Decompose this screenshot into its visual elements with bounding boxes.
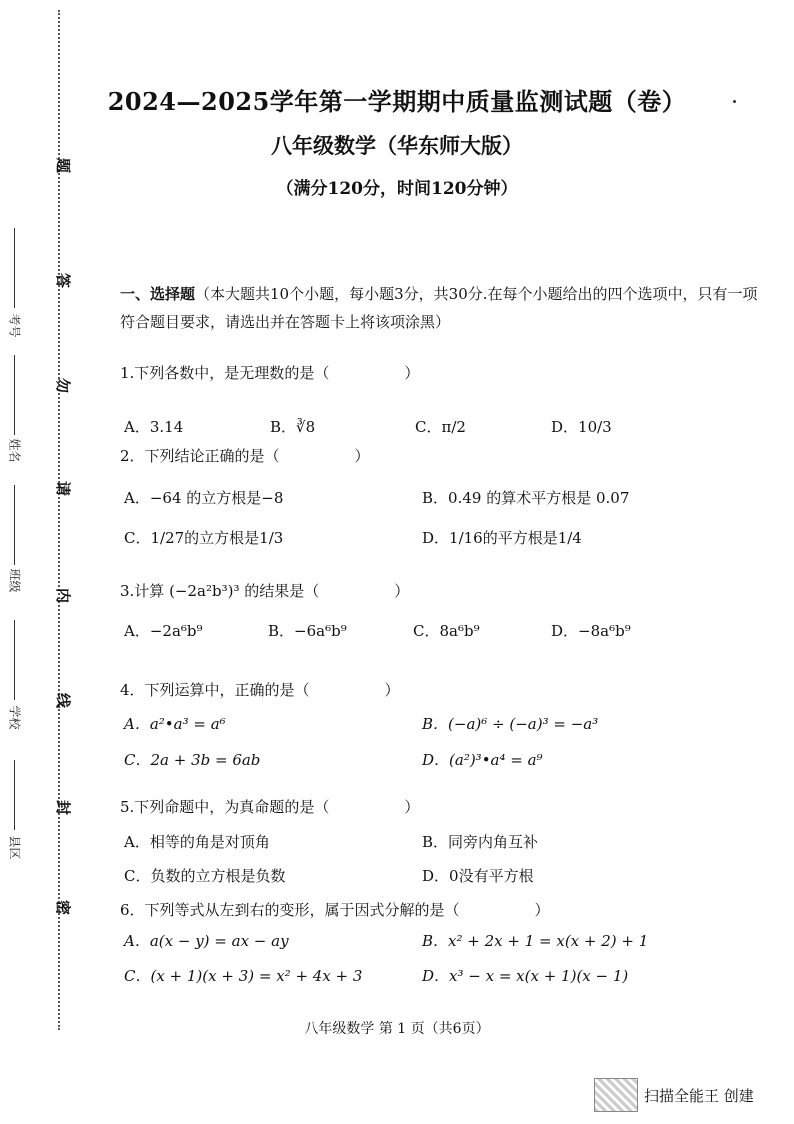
option-a: A．a²•a³ = a⁶: [124, 715, 226, 733]
seal-char: 封: [54, 799, 73, 816]
side-underline: [14, 760, 15, 830]
option-c: C．(x + 1)(x + 3) = x² + 4x + 3: [124, 967, 363, 985]
scanner-logo-icon: [594, 1078, 638, 1112]
exam-meta: （满分120分，时间120分钟）: [276, 179, 518, 199]
question-stem: 4．下列运算中，正确的是（ ）: [120, 681, 400, 699]
side-underline: [14, 485, 15, 565]
question-stem: 5.下列命题中，为真命题的是（ ）: [120, 798, 420, 816]
exam-subtitle: 八年级数学（华东师大版）: [271, 133, 523, 158]
side-field-kaohao: 考号: [7, 313, 22, 338]
exam-title: 2024—2025学年第一学期期中质量监测试题（卷）: [107, 87, 687, 116]
option-b: B．0.49 的算术平方根是 0.07: [422, 489, 630, 507]
option-b: B．∛8: [270, 418, 316, 436]
seal-char: 答: [54, 272, 73, 289]
option-a: A．3.14: [124, 418, 184, 436]
option-b: B．x² + 2x + 1 = x(x + 2) + 1: [422, 932, 649, 950]
scanner-text: 扫描全能王 创建: [644, 1086, 754, 1105]
side-underline: [14, 355, 15, 435]
seal-char: 线: [54, 692, 73, 709]
option-b: B．(−a)⁶ ÷ (−a)³ = −a³: [422, 715, 599, 733]
option-a: A．−2a⁶b⁹: [124, 622, 203, 640]
option-d: D．x³ − x = x(x + 1)(x − 1): [422, 967, 629, 985]
option-d: D．10/3: [551, 418, 612, 436]
seal-char: 题: [54, 157, 73, 174]
option-d: D．−8a⁶b⁹: [551, 622, 631, 640]
side-underline: [14, 228, 15, 308]
question-stem: 1.下列各数中，是无理数的是（ ）: [120, 364, 420, 382]
option-c: C．π/2: [415, 418, 466, 436]
side-underline: [14, 620, 15, 700]
option-a: A．−64 的立方根是−8: [124, 489, 284, 507]
seal-char: 密: [54, 899, 73, 916]
scanner-watermark: [594, 1078, 754, 1112]
section-head: 一、选择题: [120, 285, 196, 303]
option-d: D．1/16的平方根是1/4: [422, 529, 582, 547]
option-b: B．−6a⁶b⁹: [268, 622, 347, 640]
seal-char: 请: [54, 480, 73, 497]
option-c: C．8a⁶b⁹: [413, 622, 480, 640]
question-stem: 6．下列等式从左到右的变形，属于因式分解的是（ ）: [120, 901, 550, 919]
side-field-school: 学校: [7, 705, 22, 730]
side-field-county: 县区: [7, 835, 22, 860]
side-field-name: 姓名: [7, 438, 22, 463]
option-d: D．0没有平方根: [422, 867, 534, 885]
option-c: C．1/27的立方根是1/3: [124, 529, 284, 547]
section-desc: （本大题共10个小题，每小题3分，共30分.在每个小题给出的四个选项中，只有一项符合题目要求，请选出并在答题卡上将该项涂黑）: [120, 285, 758, 331]
option-c: C．2a + 3b = 6ab: [124, 751, 261, 769]
option-a: A．相等的角是对顶角: [124, 833, 270, 851]
section-instructions: [120, 280, 770, 336]
question-stem: 3.计算 (−2a²b³)³ 的结果是（ ）: [120, 582, 410, 600]
option-c: C．负数的立方根是负数: [124, 867, 286, 885]
option-b: B．同旁内角互补: [422, 833, 539, 851]
seal-char: 内: [54, 587, 73, 604]
side-field-class: 班级: [7, 568, 22, 593]
question-stem: 2．下列结论正确的是（ ）: [120, 447, 370, 465]
option-d: D．(a²)³•a⁴ = a⁹: [422, 751, 543, 769]
seal-char: 勿: [54, 377, 73, 394]
option-a: A．a(x − y) = ax − ay: [124, 932, 289, 950]
page-footer: 八年级数学 第 1 页（共6页）: [304, 1021, 490, 1037]
